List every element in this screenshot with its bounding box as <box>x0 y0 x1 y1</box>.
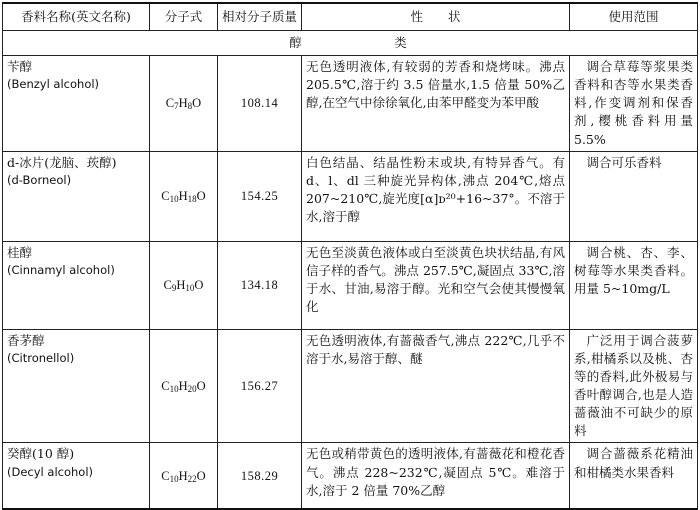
formula-element: C <box>161 378 170 393</box>
usage-cell: 广泛用于调合菠萝系,柑橘系以及桃、杏等的香料,此外极易与香叶醇调合,也是人造蔷薇油不可缺少的原料 <box>570 329 698 443</box>
properties-cell: 无色透明液体,有蔷薇香气,沸点 222℃,几乎不溶于水,易溶于醇、醚 <box>302 329 570 443</box>
name-cell <box>3 56 150 152</box>
chinese-name: 癸醇(10 醇) <box>7 446 75 462</box>
formula-cell <box>150 151 218 241</box>
table-row <box>3 56 698 152</box>
english-name: (Cinnamyl alcohol) <box>7 262 115 277</box>
chinese-name: d-冰片(龙脑、莰醇) <box>7 154 117 170</box>
formula-element: C <box>163 278 172 293</box>
formula-element: O <box>196 378 206 393</box>
formula-subscript: 10 <box>169 473 179 484</box>
properties-cell: 无色至淡黄色液体或白至淡黄色块状结晶,有风信子样的香气。沸点 257.5℃,凝固点 33℃,溶于水、甘油,易溶于醇。光和空气会使其慢慢氧化 <box>302 241 570 329</box>
formula-element: O <box>196 189 206 204</box>
formula-element: H <box>178 378 188 393</box>
mass-cell: 154.25 <box>218 151 302 241</box>
formula-cell <box>150 241 218 329</box>
formula-element: O <box>196 468 206 483</box>
english-name: (Benzyl alcohol) <box>7 77 100 92</box>
formula-element: H <box>178 189 188 204</box>
mass-cell: 156.27 <box>218 329 302 443</box>
table-row <box>3 443 698 509</box>
formula-subscript: 10 <box>169 194 179 205</box>
name-cell <box>3 329 150 443</box>
formula-subscript: 10 <box>169 383 179 394</box>
formula-subscript: 20 <box>187 383 197 394</box>
formula-cell <box>150 56 218 152</box>
formula-cell <box>150 329 218 443</box>
chinese-name: 苄醇 <box>7 59 33 74</box>
header-mass: 相对分子质量 <box>218 3 302 31</box>
english-name: (Decyl alcohol) <box>7 464 94 479</box>
table-row <box>3 329 698 443</box>
section-row <box>3 31 698 56</box>
header-formula: 分子式 <box>150 3 218 31</box>
formula-subscript: 8 <box>187 101 193 112</box>
table-body <box>3 31 698 509</box>
formula-element: O <box>194 278 204 293</box>
header-properties: 性 状 <box>302 3 570 31</box>
formula-cell <box>150 443 218 509</box>
usage-cell: 调合草莓等浆果类香料和杏等水果类香料,作变调剂和保香剂,樱桃香料用量5.5% <box>570 56 698 152</box>
formula-element: O <box>192 96 202 111</box>
formula-element: C <box>161 189 170 204</box>
header-row <box>3 3 698 31</box>
formula-element: C <box>161 468 170 483</box>
flavor-spec-table <box>2 2 698 510</box>
mass-cell: 134.18 <box>218 241 302 329</box>
table-header <box>3 3 698 31</box>
name-cell <box>3 151 150 241</box>
formula-subscript: 9 <box>171 283 177 294</box>
formula-subscript: 10 <box>185 283 195 294</box>
formula-subscript: 22 <box>187 473 197 484</box>
properties-cell: 无色或稍带黄色的透明液体,有蔷薇花和橙花香气。沸点 228~232℃,凝固点 5℃。难溶于水,溶于 2 倍量 70%乙醇 <box>302 443 570 509</box>
usage-cell: 调合桃、杏、李、树莓等水果类香料。用量 5~10mg/L <box>570 241 698 329</box>
header-name: 香料名称(英文名称) <box>3 3 150 31</box>
english-name: (Citronellol) <box>7 350 75 365</box>
section-title: 醇 类 <box>3 31 698 56</box>
formula-element: C <box>165 96 175 111</box>
mass-cell: 158.29 <box>218 443 302 509</box>
properties-cell: 无色透明液体,有较弱的芳香和烧烤味。沸点 205.5℃,溶于约 3.5 倍量水,1.5 倍量 50%乙醇,在空气中徐徐氧化,由苯甲醛变为苯甲酸 <box>302 56 570 152</box>
formula-element: H <box>176 278 186 293</box>
name-cell <box>3 443 150 509</box>
table-row <box>3 151 698 241</box>
formula-element: H <box>178 96 188 111</box>
usage-cell: 调合可乐香料 <box>570 151 698 241</box>
table-row <box>3 241 698 329</box>
mass-cell: 108.14 <box>218 56 302 152</box>
english-name: (d-Borneol) <box>7 172 72 187</box>
properties-cell: 白色结晶、结晶性粉末或块,有特异香气。有 d、l、dl 三种旋光异构体,沸点 204℃,熔点 207~210℃,旋光度[α]ᴅ²⁰+16~37°。不溶于水,溶于醇 <box>302 151 570 241</box>
chinese-name: 桂醇 <box>7 244 33 260</box>
usage-cell: 调合蔷薇系花精油和柑橘类水果香料 <box>570 443 698 509</box>
header-usage: 使用范围 <box>570 3 698 31</box>
formula-element: H <box>178 468 188 483</box>
name-cell <box>3 241 150 329</box>
formula-subscript: 7 <box>174 101 179 112</box>
formula-subscript: 18 <box>187 194 197 205</box>
chinese-name: 香茅醇 <box>7 332 45 348</box>
